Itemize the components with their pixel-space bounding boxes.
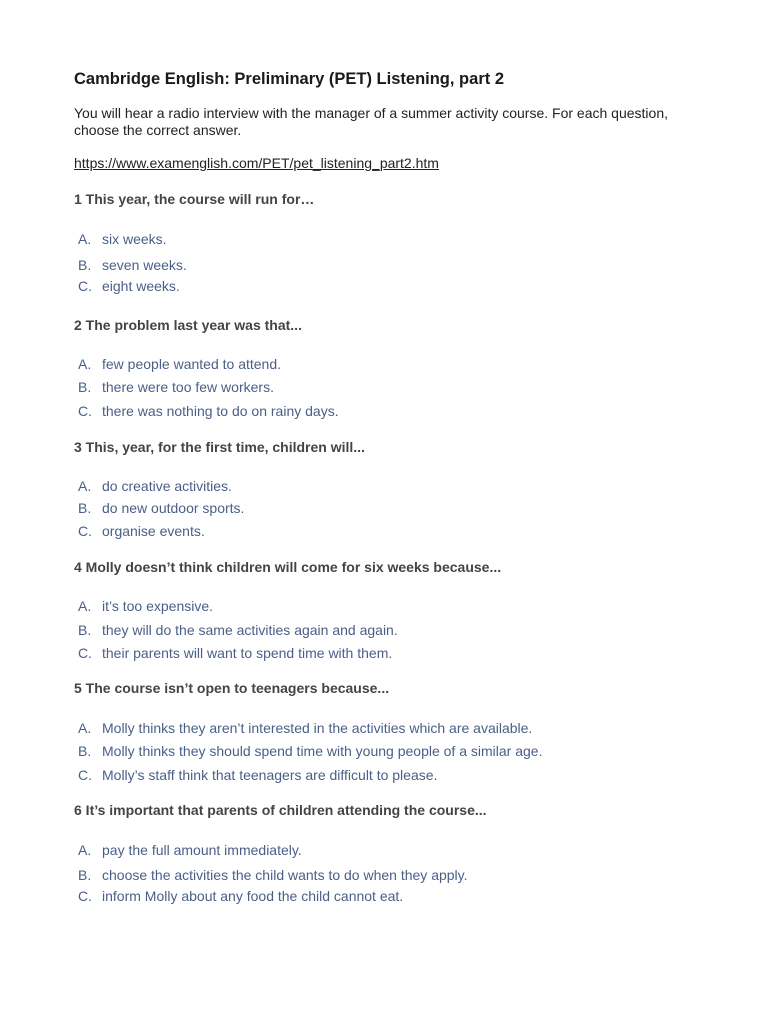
question-5: 5 The course isn’t open to teenagers because... — [74, 680, 390, 696]
question-6: 6 It’s important that parents of children attending the course... — [74, 802, 487, 818]
option-letter: B. — [78, 622, 92, 638]
question-6-option-b[interactable] — [78, 867, 468, 883]
option-letter: C. — [78, 645, 92, 661]
option-text: Molly thinks they aren’t interested in the activities which are available. — [102, 720, 533, 736]
option-letter: B. — [78, 257, 92, 273]
question-1-option-a[interactable] — [78, 231, 167, 247]
option-text: pay the full amount immediately. — [102, 842, 302, 858]
option-text: do new outdoor sports. — [102, 500, 245, 516]
question-5-option-a[interactable] — [78, 720, 532, 736]
option-letter: C. — [78, 767, 92, 783]
question-3: 3 This, year, for the first time, children will... — [74, 439, 365, 455]
intro-text: You will hear a radio interview with the manager of a summer activity course. For each question, choose the correct answer. — [74, 105, 668, 138]
page-title: Cambridge English: Preliminary (PET) Listening, part 2 — [74, 70, 504, 88]
question-3-option-c[interactable] — [78, 523, 205, 539]
option-letter: B. — [78, 743, 92, 759]
option-text: do creative activities. — [102, 478, 232, 494]
option-letter: A. — [78, 720, 92, 736]
option-letter: C. — [78, 523, 92, 539]
question-5-option-c[interactable] — [78, 767, 437, 783]
option-letter: A. — [78, 356, 92, 372]
question-2-option-a[interactable] — [78, 356, 281, 372]
option-text: organise events. — [102, 523, 205, 539]
question-3-option-a[interactable] — [78, 478, 232, 494]
option-letter: A. — [78, 598, 92, 614]
option-text: choose the activities the child wants to do when they apply. — [102, 867, 468, 883]
question-5-option-b[interactable] — [78, 743, 542, 759]
question-4-option-c[interactable] — [78, 645, 392, 661]
question-6-option-c[interactable] — [78, 888, 403, 904]
option-text: Molly’s staff think that teenagers are difficult to please. — [102, 767, 438, 783]
option-text: few people wanted to attend. — [102, 356, 282, 372]
option-text: six weeks. — [102, 231, 167, 247]
option-letter: C. — [78, 278, 92, 294]
option-letter: A. — [78, 842, 92, 858]
option-letter: A. — [78, 478, 92, 494]
option-text: they will do the same activities again and again. — [102, 622, 398, 638]
question-1-option-b[interactable] — [78, 257, 187, 273]
option-text: there were too few workers. — [102, 379, 274, 395]
option-letter: B. — [78, 500, 92, 516]
question-3-option-b[interactable] — [78, 500, 244, 516]
question-2-option-c[interactable] — [78, 403, 339, 419]
question-4: 4 Molly doesn’t think children will come for six weeks because... — [74, 559, 502, 575]
option-text: there was nothing to do on rainy days. — [102, 403, 339, 419]
question-1-option-c[interactable] — [78, 278, 180, 294]
option-text: their parents will want to spend time with them. — [102, 645, 393, 661]
option-letter: B. — [78, 379, 92, 395]
question-2-option-b[interactable] — [78, 379, 274, 395]
question-1: 1 This year, the course will run for… — [74, 191, 315, 207]
option-letter: C. — [78, 888, 92, 904]
option-letter: B. — [78, 867, 92, 883]
option-text: eight weeks. — [102, 278, 180, 294]
question-2: 2 The problem last year was that... — [74, 317, 302, 333]
option-text: inform Molly about any food the child cannot eat. — [102, 888, 404, 904]
option-letter: C. — [78, 403, 92, 419]
question-4-option-a[interactable] — [78, 598, 213, 614]
question-6-option-a[interactable] — [78, 842, 302, 858]
option-letter: A. — [78, 231, 92, 247]
source-link[interactable]: https://www.examenglish.com/PET/pet_listening_part2.htm — [74, 155, 439, 171]
question-4-option-b[interactable] — [78, 622, 398, 638]
option-text: Molly thinks they should spend time with young people of a similar age. — [102, 743, 543, 759]
option-text: it’s too expensive. — [102, 598, 214, 614]
option-text: seven weeks. — [102, 257, 187, 273]
